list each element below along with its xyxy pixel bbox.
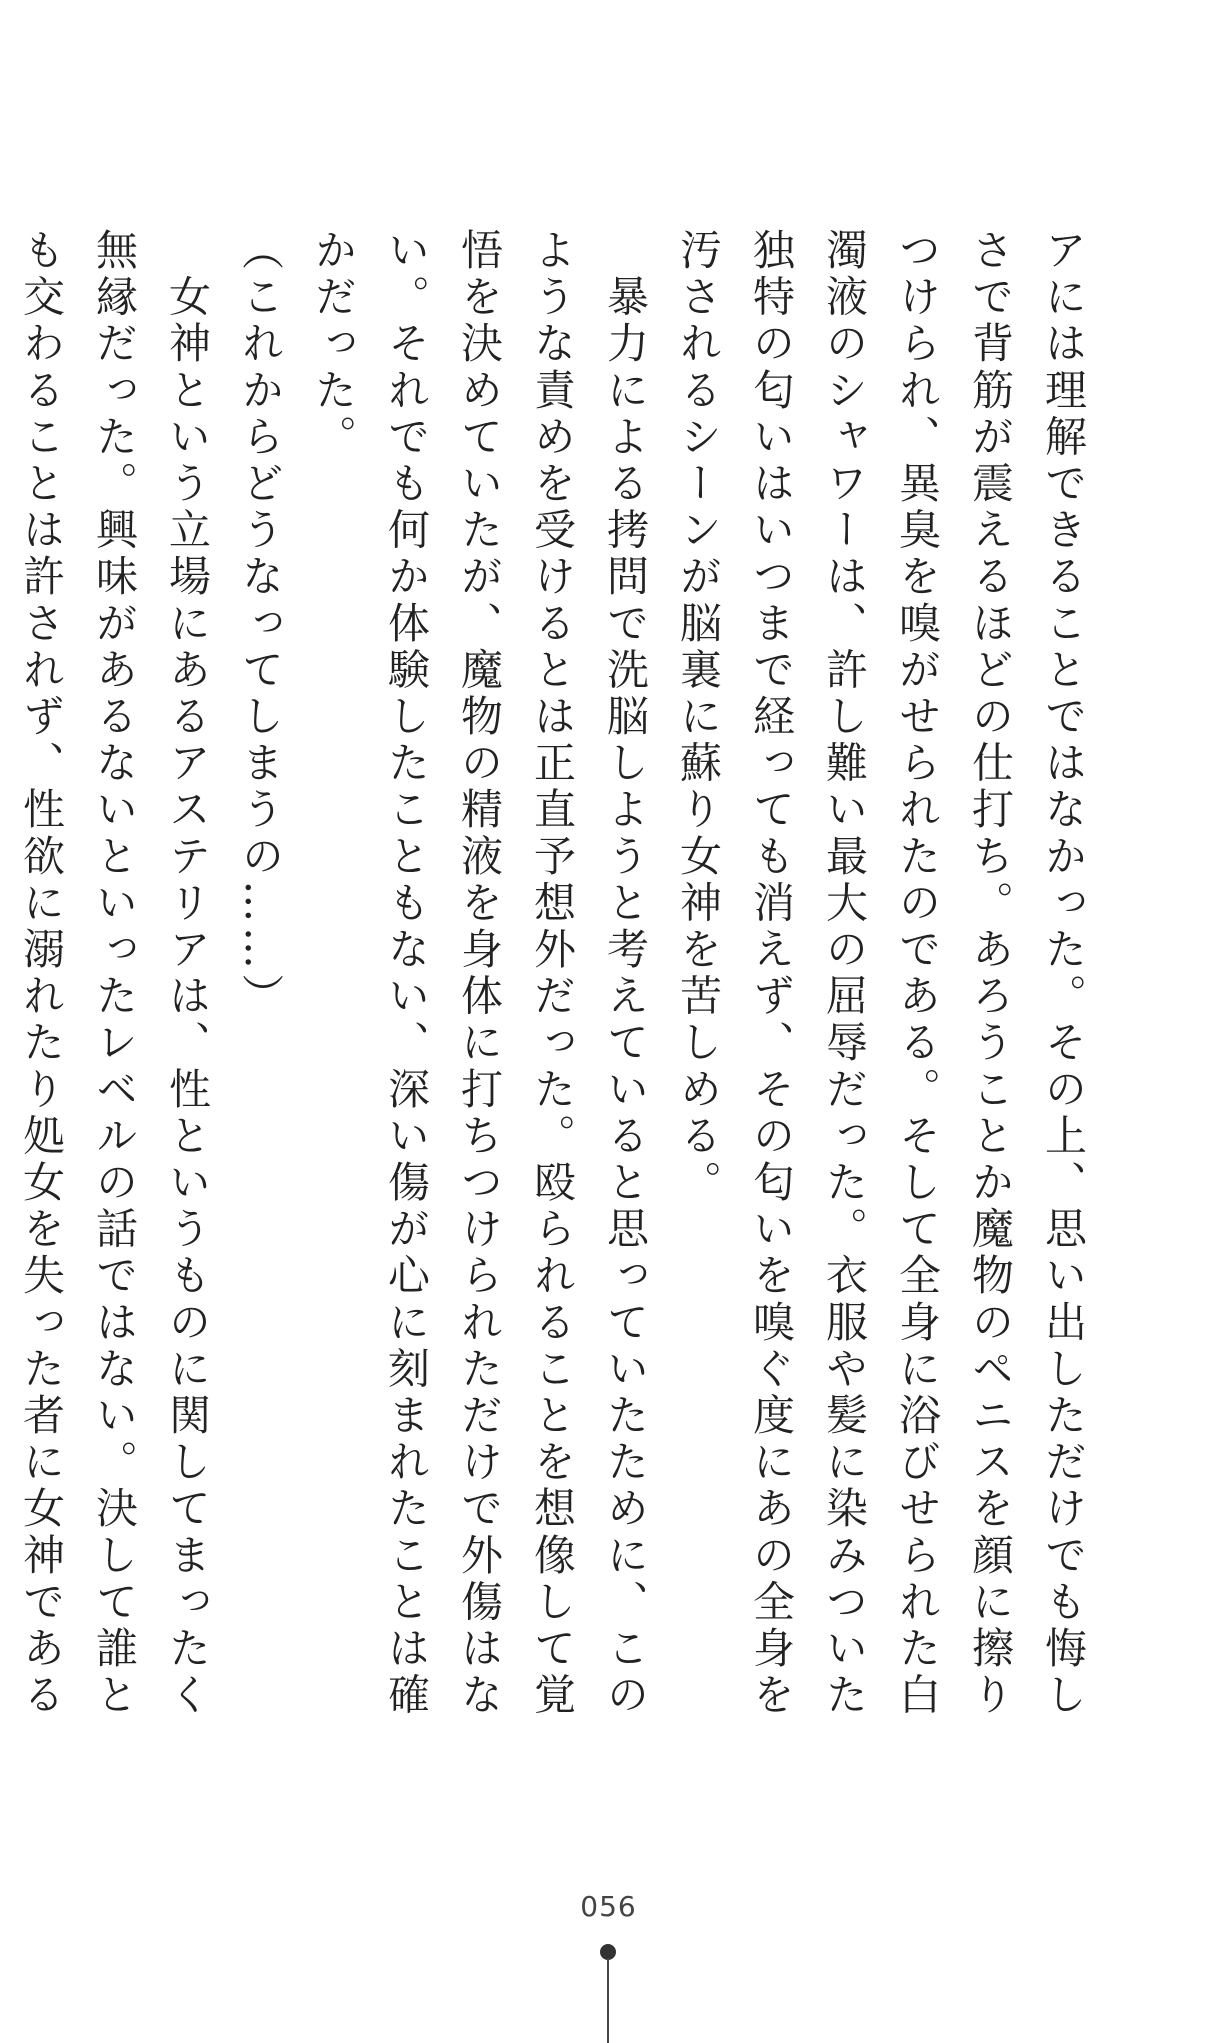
vertical-text-body [17, 228, 1100, 1728]
paragraph: （これからどうなってしまうの……） [236, 228, 285, 1021]
paragraph: アには理解できることではなかった。その上、思い出しただけでも悔しさで背筋が震えるほどの仕打ち。あろうことか魔物のペニスを顔に擦りつけられ、異臭を嗅がせられたのである。そして全身に浴びせられた白濁液のシャワーは、許し難い最大の屈辱だった。衣服や髪に染みついた独特の匂いはいつまで経っても消えず、その匂いを嗅ぐ度にあの全身を汚されるシーンが脳裏に蘇り女神を苦しめる。 [674, 228, 1088, 1720]
page-marker-rule [607, 1958, 609, 2043]
page-number: 056 [580, 1890, 637, 1923]
paragraph: 暴力による拷問で洗脳しようと考えていると思っていたために、このような責めを受けるとは正直予想外だった。殴られることを想像して覚悟を決めていたが、魔物の精液を身体に打ちつけられただけで外傷はない。それでも何か体験したこともない、深い傷が心に刻まれたことは確かだった。 [309, 228, 650, 1720]
paragraph: 女神という立場にあるアステリアは、性というものに関してまったく無縁だった。興味があるないといったレベルの話ではない。決して誰とも交わることは許されず、性欲に溺れたり処女を失った者に女神である [17, 228, 212, 1720]
